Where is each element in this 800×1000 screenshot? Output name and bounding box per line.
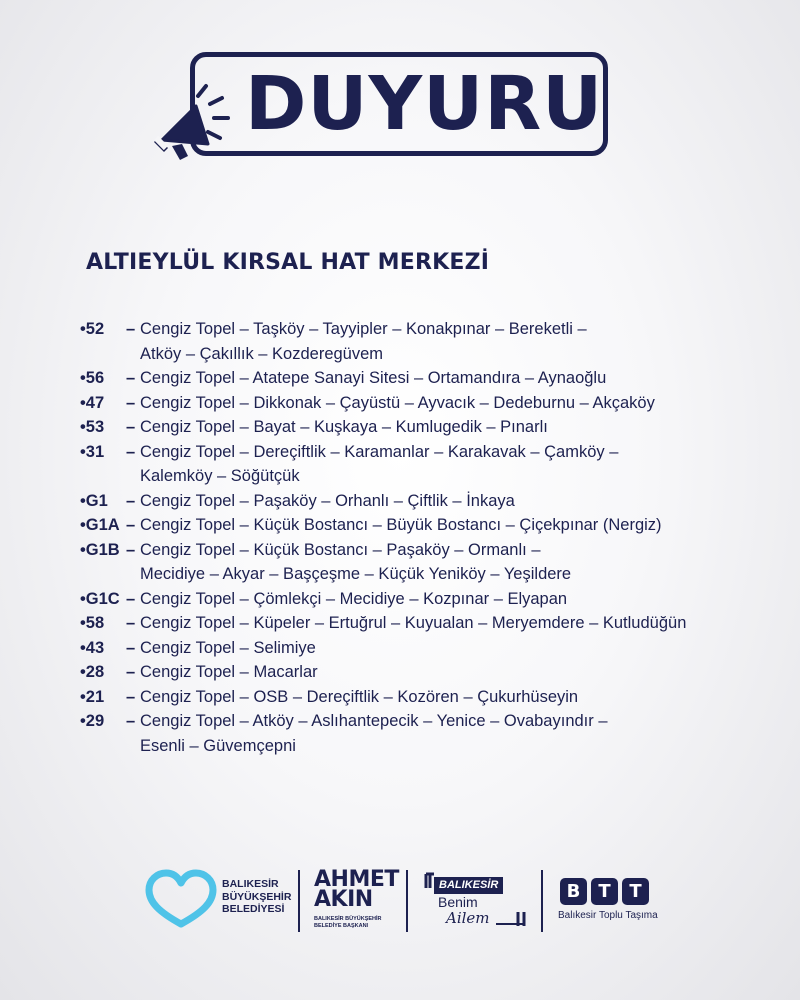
route-dash: – [126,442,136,461]
route-dash: – [126,712,136,730]
route-code: •56 [80,369,105,387]
footer-divider [406,870,408,932]
route-dash [126,464,140,489]
route-item [80,391,770,416]
route-item [80,317,770,342]
route-dash: – [126,614,136,632]
slogan-ailem: Ailem [446,909,490,927]
btt-letter: T [622,878,649,905]
route-item [80,538,770,563]
route-code: •29 [80,712,105,730]
route-stops: Cengiz Topel – Küçük Bostancı – Paşaköy – Ormanlı – [140,540,541,559]
route-item [80,440,770,465]
route-item [80,587,770,612]
route-item [80,464,770,489]
route-dash: – [126,369,136,387]
route-dash: – [126,687,136,706]
route-code: •G1A [80,516,120,534]
route-item [80,685,770,710]
route-dash: – [126,393,136,412]
route-stops: Cengiz Topel – Bayat – Kuşkaya – Kumlugedik – Pınarlı [140,418,548,436]
route-code: •31 [80,442,105,461]
slogan-title: BALIKESİR [434,877,503,894]
slogan-benim: Benim [438,894,478,910]
route-dash: – [126,418,136,436]
footer-divider [541,870,543,932]
route-dash [126,734,140,759]
route-item [80,611,770,636]
route-stops: Cengiz Topel – Atköy – Aslıhantepecik – Yenice – Ovabayındır – [140,712,608,730]
route-item [80,636,770,661]
route-item [80,366,770,391]
route-code: •21 [80,687,105,706]
route-dash: – [126,516,136,534]
route-stops: Cengiz Topel – Dereçiftlik – Karamanlar – Karakavak – Çamköy – [140,442,619,461]
route-stops: Cengiz Topel – Macarlar [140,663,318,681]
btt-logo [560,878,649,905]
route-dash: – [126,663,136,681]
route-code: •47 [80,393,105,412]
route-stops: Cengiz Topel – Dikkonak – Çayüstü – Ayvacık – Dedeburnu – Akçaköy [140,393,655,412]
route-dash: – [126,589,136,608]
municipality-name: BALIKESİR BÜYÜKŞEHİR BELEDİYESİ [222,878,292,915]
route-stops: Esenli – Güvemçepni [140,736,296,755]
route-list [80,317,770,758]
megaphone-icon [150,80,260,170]
route-stops: Cengiz Topel – Küpeler – Ertuğrul – Kuyualan – Meryemdere – Kutludüğün [140,614,687,632]
route-item [80,660,770,685]
route-code [80,734,126,759]
route-item [80,513,770,538]
route-item [80,489,770,514]
route-code: •G1 [80,491,108,510]
route-dash [126,562,140,587]
route-dash: – [126,491,136,510]
route-code: •53 [80,418,105,436]
mayor-name: AHMET AKIN [314,867,399,912]
route-stops: Cengiz Topel – Paşaköy – Orhanlı – Çiftlik – İnkaya [140,491,515,510]
route-stops: Cengiz Topel – Selimiye [140,638,316,657]
route-code [80,562,126,587]
balikesir-heart-logo-icon [145,868,217,930]
route-code: •G1C [80,589,120,608]
route-stops: Cengiz Topel – Atatepe Sanayi Sitesi – Ortamandıra – Aynaoğlu [140,369,607,387]
route-code [80,342,126,367]
route-stops: Mecidiye – Akyar – Başçeşme – Küçük Yeniköy – Yeşildere [140,565,572,583]
btt-subtitle: Balıkesir Toplu Taşıma [558,910,658,921]
route-code: •58 [80,614,105,632]
route-code [80,464,126,489]
route-item [80,709,770,734]
route-stops: Cengiz Topel – Taşköy – Tayyipler – Konakpınar – Bereketli – [140,320,587,338]
btt-letter: B [560,878,587,905]
route-stops: Cengiz Topel – Çömlekçi – Mecidiye – Kozpınar – Elyapan [140,589,568,608]
footer-divider [298,870,300,932]
route-item [80,415,770,440]
route-code: •28 [80,663,105,681]
route-dash: – [126,540,136,559]
route-dash [126,342,140,367]
route-dash: – [126,320,136,338]
route-stops: Atköy – Çakıllık – Kozderegüvem [140,344,384,363]
route-code: •G1B [80,540,120,559]
announcement-title: DUYURU [245,61,604,147]
route-code: •43 [80,638,105,657]
route-code: •52 [80,320,105,338]
route-item [80,562,770,587]
route-stops: Kalemköy – Söğütçük [140,467,300,485]
route-item [80,342,770,367]
route-stops: Cengiz Topel – Küçük Bostancı – Büyük Bostancı – Çiçekpınar (Nergiz) [140,516,662,534]
btt-letter: T [591,878,618,905]
route-dash: – [126,638,136,657]
page-heading: ALTIEYLÜL KIRSAL HAT MERKEZİ [86,250,490,275]
route-item [80,734,770,759]
mayor-title: BALIKESİR BÜYÜKŞEHİR BELEDİYE BAŞKANI [314,916,382,929]
route-stops: Cengiz Topel – OSB – Dereçiftlik – Kozören – Çukurhüseyin [140,687,579,706]
